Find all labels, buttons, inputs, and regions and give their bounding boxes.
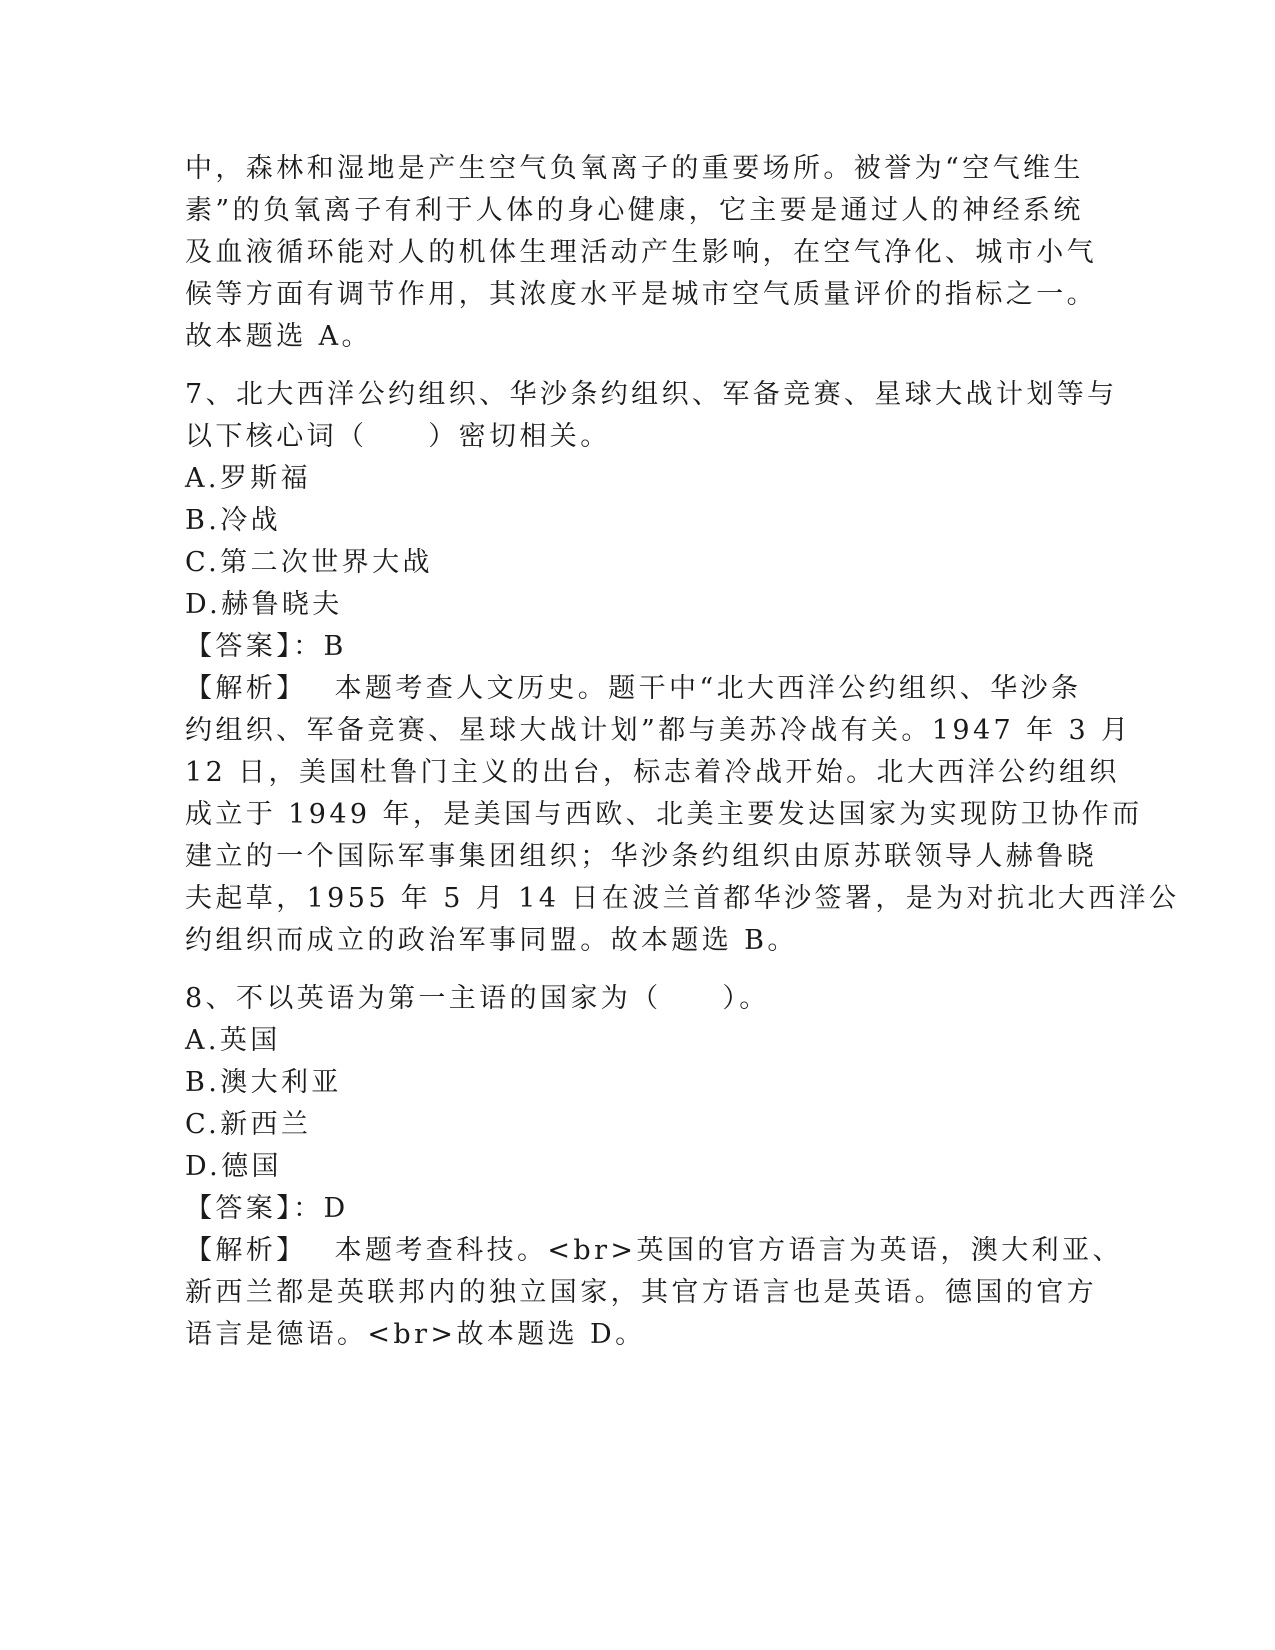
analysis	[185, 1230, 1123, 1356]
text-line: 素”的负氧离子有利于人体的身心健康，它主要是通过人的神经系统	[185, 195, 1084, 226]
option-d: D.德国	[185, 1151, 282, 1182]
answer-label: 【答案】：	[185, 631, 324, 662]
text-line: 8、不以英语为第一主语的国家为（ ）。	[185, 983, 770, 1014]
question-7	[185, 374, 1180, 962]
analysis-label: 【解析】	[185, 1235, 307, 1266]
answer-line	[185, 1188, 1075, 1230]
analysis-label: 【解析】	[185, 673, 307, 704]
text-line: 以下核心词（ ）密切相关。	[185, 421, 611, 452]
text-line: 本题考查人文历史。题干中“北大西洋公约组织、华沙条	[334, 673, 1082, 704]
text-line: 约组织、军备竞赛、星球大战计划”都与美苏冷战有关。1947 年 3 月	[185, 715, 1132, 746]
answer-label: 【答案】：	[185, 1193, 324, 1224]
option-b: B.冷战	[185, 505, 282, 536]
question-stem	[185, 374, 1118, 458]
text-line: 故本题选 A。	[185, 321, 372, 352]
prev-explanation	[185, 148, 1097, 358]
question-8	[185, 978, 1123, 1356]
answer-value: B	[323, 631, 347, 662]
option-a: A.英国	[185, 1025, 281, 1056]
text-line: 夫起草，1955 年 5 月 14 日在波兰首都华沙签署，是为对抗北大西洋公	[185, 883, 1180, 914]
text-line: 7、北大西洋公约组织、华沙条约组织、军备竞赛、星球大战计划等与	[185, 379, 1118, 410]
option-c: C.新西兰	[185, 1109, 312, 1140]
option-d: D.赫鲁晓夫	[185, 589, 343, 620]
answer-line	[185, 626, 1075, 668]
question-stem	[185, 978, 1075, 1020]
text-line: 中，森林和湿地是产生空气负氧离子的重要场所。被誉为“空气维生	[185, 153, 1084, 184]
analysis-first-line	[185, 1230, 1123, 1272]
text-line: 约组织而成立的政治军事同盟。故本题选 B。	[185, 925, 798, 956]
analysis	[185, 668, 1180, 962]
option-a: A.罗斯福	[185, 463, 312, 494]
answer-value: D	[323, 1193, 349, 1224]
option-b: B.澳大利亚	[185, 1067, 342, 1098]
text-line: 语言是德语。<br>故本题选 D。	[185, 1319, 646, 1350]
option-c: C.第二次世界大战	[185, 547, 433, 578]
text-line: 建立的一个国际军事集团组织；华沙条约组织由原苏联领导人赫鲁晓	[185, 841, 1097, 872]
text-line: 及血液循环能对人的机体生理活动产生影响，在空气净化、城市小气	[185, 237, 1097, 268]
text-line: 12 日，美国杜鲁门主义的出台，标志着冷战开始。北大西洋公约组织	[185, 757, 1120, 788]
text-line: 成立于 1949 年，是美国与西欧、北美主要发达国家为实现防卫协作而	[185, 799, 1143, 830]
document-page	[185, 148, 1180, 1356]
text-line: 候等方面有调节作用，其浓度水平是城市空气质量评价的指标之一。	[185, 279, 1097, 310]
analysis-first-line	[185, 668, 1082, 710]
text-line: 新西兰都是英联邦内的独立国家，其官方语言也是英语。德国的官方	[185, 1277, 1097, 1308]
text-line: 本题考查科技。<br>英国的官方语言为英语，澳大利亚、	[334, 1235, 1123, 1266]
